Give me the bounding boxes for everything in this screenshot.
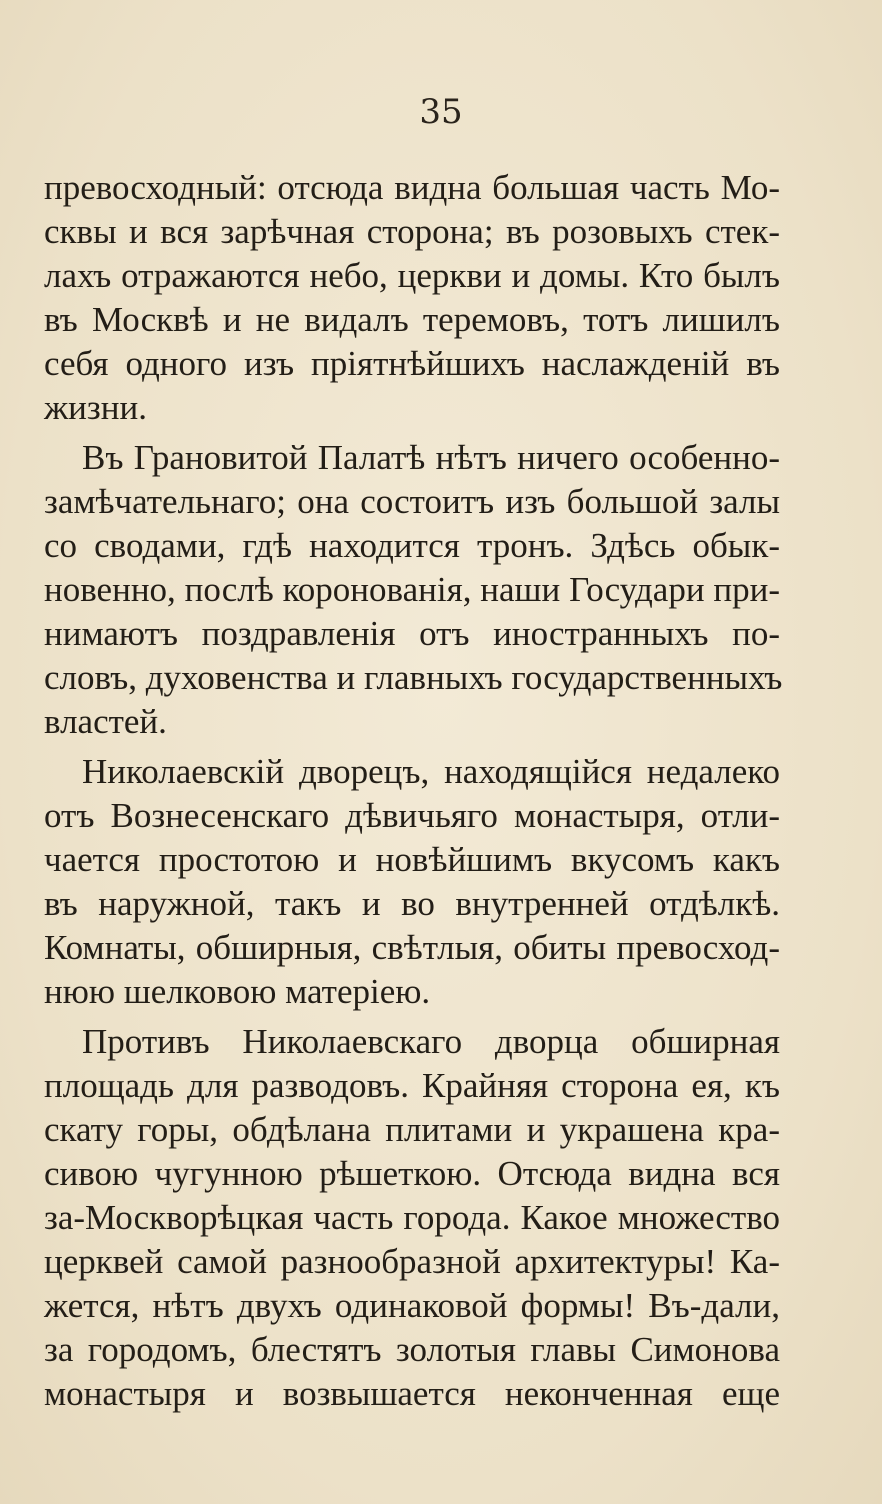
text-line: нюю шелковою матеріею. [44,972,431,1011]
text-line: за городомъ, блестятъ золотыя главы Симонова [44,1330,780,1369]
text-line: нимаютъ поздравленія отъ иностранныхъ по- [44,614,780,653]
text-line: монастыря и возвышается неконченная еще [44,1374,780,1413]
text-line: отъ Вознесенскаго дѣвичьяго монастыря, отли- [44,796,780,835]
text-line: въ наружной, такъ и во внутренней отдѣлкѣ. [44,884,780,923]
paragraph [44,436,783,744]
text-line: лахъ отражаются небо, церкви и домы. Кто былъ [44,256,780,295]
text-line: за-Москворѣцкая часть города. Какое множество [44,1198,780,1237]
body-text [44,166,783,1416]
text-line: замѣчательнаго; она состоитъ изъ большой залы [44,482,780,521]
text-line: сквы и вся зарѣчная сторона; въ розовыхъ стек- [44,212,780,251]
paragraph [44,166,780,430]
text-line: Въ Грановитой Палатѣ нѣтъ ничего особенно- [82,438,780,477]
text-line: чается простотою и новѣйшимъ вкусомъ какъ [44,840,780,879]
text-line: жизни. [44,388,147,427]
text-line: въ Москвѣ и не видалъ теремовъ, тотъ лишилъ [44,300,780,339]
text-line: скату горы, обдѣлана плитами и украшена кра- [44,1110,780,1149]
text-line: властей. [44,702,167,741]
text-line: площадь для разводовъ. Крайняя сторона ея, къ [44,1066,780,1105]
text-line: сивою чугунною рѣшеткою. Отсюда видна вся [44,1154,780,1193]
text-line: словъ, духовенства и главныхъ государственныхъ [44,658,783,697]
paragraph [44,1020,780,1416]
paragraph [44,750,780,1014]
text-line: Противъ Николаевскаго дворца обширная [82,1022,780,1061]
page-number: 35 [419,92,463,132]
text-line: со сводами, гдѣ находится тронъ. Здѣсь обык- [44,526,780,565]
text-line: жется, нѣтъ двухъ одинаковой формы! Въ-дали, [44,1286,780,1325]
text-line: превосходный: отсюда видна большая часть Мо- [44,168,780,207]
text-line: Комнаты, обширныя, свѣтлыя, обиты превосход- [44,928,780,967]
text-line: новенно, послѣ коронованія, наши Государи при- [44,570,780,609]
text-line: себя одного изъ пріятнѣйшихъ наслажденій въ [44,344,780,383]
text-line: Николаевскій дворецъ, находящійся недалеко [82,752,780,791]
text-line: церквей самой разнообразной архитектуры! Ка- [44,1242,780,1281]
